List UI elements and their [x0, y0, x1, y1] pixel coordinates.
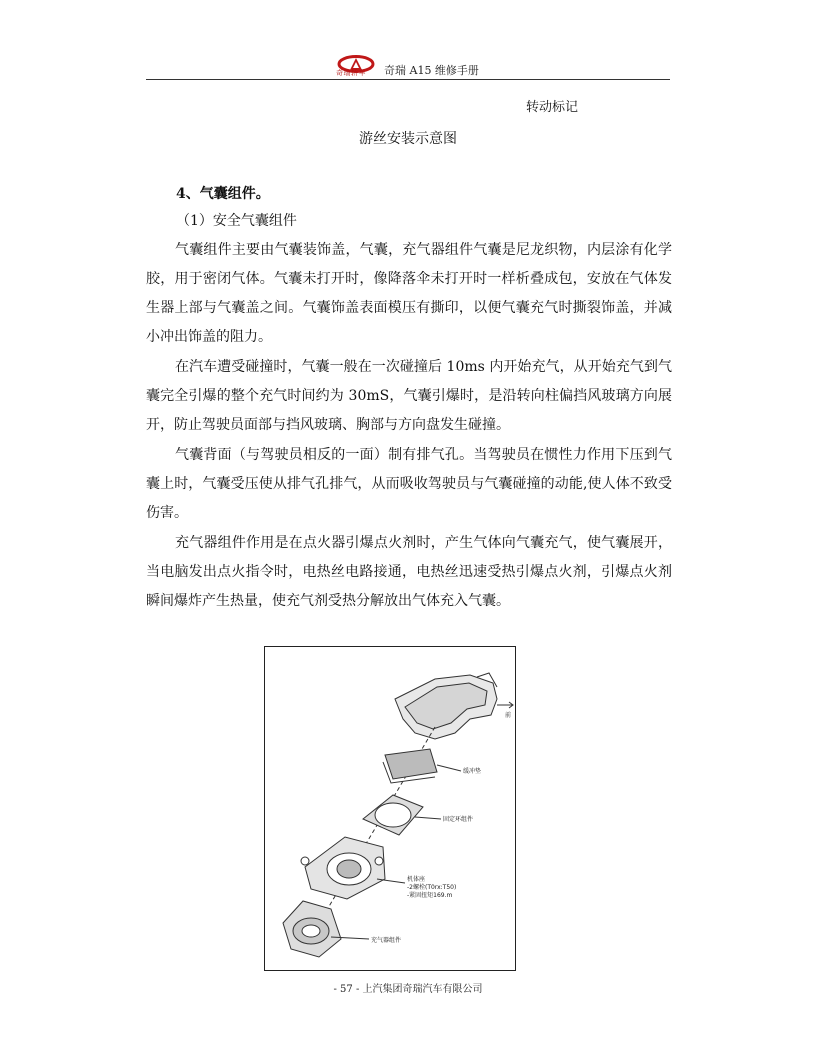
- airbag-exploded-diagram: [264, 646, 516, 971]
- retainer-label: 固定环组件: [443, 816, 474, 823]
- header-title: 奇瑞 A15 维修手册: [384, 64, 479, 77]
- paragraph: 气囊组件主要由气囊装饰盖，气囊，充气器组件气囊是尼龙织物，内层涂有化学胶，用于密闭气体。气囊未打开时，像降落伞未打开时一样析叠成包，安放在气体发生器上部与气囊盖之间。气囊饰盖表面模压有撕印，以便气囊充气时撕裂饰盖，并减小冲出饰盖的阻力。: [146, 242, 672, 345]
- bolt-label: -2螺栓(T0rx:T50): [407, 884, 457, 891]
- paragraph: 充气器组件作用是在点火器引爆点火剂时，产生气体向气囊充气，使气囊展开，当电脑发出点火指令时，电热丝电路接通，电热丝迅速受热引爆点火剂，引爆点火剂瞬间爆炸产生热量，使充气剂受热分解放出气体充入气囊。: [146, 535, 672, 609]
- front-label: 前: [505, 712, 512, 719]
- housing-label: 机体座: [407, 876, 426, 883]
- inflator-label: 充气器组件: [371, 937, 402, 944]
- rotation-mark-caption: 转动标记: [526, 100, 579, 115]
- page-footer: - 57 - 上汽集团奇瑞汽车有限公司: [333, 984, 483, 995]
- subsection-title: （1）安全气囊组件: [176, 213, 297, 229]
- paragraph: 气囊背面（与驾驶员相反的一面）制有排气孔。当驾驶员在惯性力作用下压到气囊上时，气囊受压使从排气孔排气，从而吸收驾驶员与气囊碰撞的动能,使人体不致受伤害。: [146, 447, 672, 521]
- section-title: 4、气囊组件。: [176, 186, 270, 202]
- figure-caption: 游丝安装示意图: [359, 131, 457, 147]
- cushion-label: 缓冲垫: [463, 768, 482, 775]
- paragraph: 在汽车遭受碰撞时，气囊一般在一次碰撞后 10ms 内开始充气，从开始充气到气囊完全引爆的整个充气时间约为 30mS，气囊引爆时，是沿转向柱偏挡风玻璃方向展开，防止驾驶员面部与挡风玻璃、胸部与方向盘发生碰撞。: [146, 359, 672, 433]
- header-divider: [146, 79, 670, 80]
- torque-label: -紧固扭矩169.m: [407, 892, 453, 899]
- page-header: [0, 52, 816, 82]
- logo-text: 奇瑞轿车: [336, 69, 366, 77]
- airbag-diagram-drawing: [265, 647, 515, 970]
